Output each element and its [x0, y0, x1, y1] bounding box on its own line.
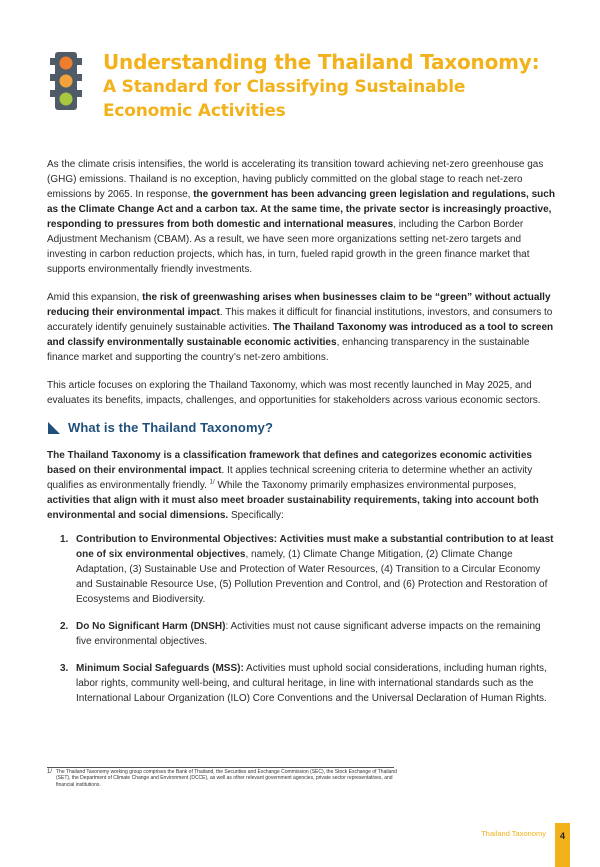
p1-text-c: , including the Carbon Border Adjustment Mechanism (CBAM). As a result, we have seen more organizations setting net-zero targets and investing in carbon reduction projects, which has, in turn, fueled rapid growth in the green finance market that supports environmentally friendly investments. — [47, 219, 530, 275]
criterion-title: Contribution to Environmental Objectives: Activities must make a substantial contribution to at least one of six environmental objectives — [76, 534, 554, 560]
list-item — [60, 661, 557, 706]
title-line-1: Understanding the Thailand Taxonomy: — [103, 50, 540, 74]
criteria-list — [60, 532, 557, 718]
intro-paragraph-1 — [47, 157, 555, 277]
p1-text-a: As the climate crisis intensifies, the world is accelerating its transition toward achieving net-zero greenhouse gas (GHG) emissions. Thailand is no exception, having publicly committed on the global stage to reach net-zero emissions by 2065. In response, — [47, 159, 544, 200]
p2-bold-2: The Thailand Taxonomy was introduced as a tool to screen and classify environmentally sustainable economic activities — [47, 322, 554, 348]
footnote-mark: 1/ — [47, 769, 53, 775]
section-title: What is the Thailand Taxonomy? — [68, 420, 273, 435]
intro-paragraph-2 — [47, 290, 555, 365]
footnote-reference[interactable]: 1/ — [209, 479, 215, 486]
list-number: 2. — [60, 621, 69, 632]
page-number-tab — [555, 823, 570, 867]
intro-section — [47, 157, 555, 421]
definition-bold-1: The Thailand Taxonomy is a classification framework that defines and categorizes economic activities based on their environmental impact — [47, 450, 532, 476]
definition-paragraph — [47, 448, 555, 523]
list-number: 3. — [60, 663, 69, 674]
criterion-text: , namely, (1) Climate Change Mitigation, (2) Climate Change Adaptation, (3) Sustainable Use and Protection of Water Resources, (4) Transition to a Circular Economy and Sustainable Resource Use, (5) Pollution Prevention and Control, and (6) Protection and Restoration of Ecosystems and Biodiversity. — [76, 549, 548, 605]
footer-label: Thailand Taxonomy — [481, 829, 546, 838]
section-heading — [48, 420, 273, 435]
definition-text-e: Specifically: — [228, 510, 284, 521]
list-item — [60, 619, 557, 649]
p2-text-c: . This makes it difficult for financial institutions, investors, and consumers to accurately identify genuinely sustainable activities. — [47, 307, 553, 333]
list-item — [60, 532, 557, 607]
definition-bold-2: activities that align with it must also meet broader sustainability requirements, taking into account both environmental and social dimensions. — [47, 495, 539, 521]
p2-text-a: Amid this expansion, — [47, 292, 143, 303]
criterion-text: Activities must uphold social considerations, including human rights, labor rights, community well-being, and cultural heritage, in line with international standards such as the International Labour Organization (ILO) Core Conventions and the Universal Declaration of Human Rights. — [76, 663, 547, 704]
footnote-divider — [47, 767, 394, 768]
p2-text-e: , enhancing transparency in the sustainable finance market and supporting the country’s net-zero ambitions. — [47, 337, 530, 363]
footnote — [47, 769, 407, 788]
footnote-text: The Thailand Taxonomy working group comprises the Bank of Thailand, the Securities and Exchange Commission (SEC), the Stock Exchange of Thailand (SET), the Department of Climate Change and Environment (DCCE), as well as other relevant government agencies, private sector representatives, and financial institutions. — [56, 769, 397, 788]
title-block — [50, 50, 560, 135]
list-number: 1. — [60, 534, 69, 545]
intro-paragraph-3: This article focuses on exploring the Thailand Taxonomy, which was most recently launched in May 2025, and evaluates its benefits, impacts, challenges, and opportunities for stakeholders across various economic sectors. — [47, 380, 541, 406]
criterion-title: Minimum Social Safeguards (MSS): — [76, 663, 244, 674]
page-title — [103, 50, 563, 123]
page-number: 4 — [559, 831, 565, 841]
title-line-2: A Standard for Classifying Sustainable — [103, 77, 466, 97]
p2-bold-1: the risk of greenwashing arises when businesses claim to be “green” without actually reducing their environmental impact — [47, 292, 551, 318]
title-line-3: Economic Activities — [103, 101, 286, 121]
criterion-title: Do No Significant Harm (DNSH) — [76, 621, 226, 632]
traffic-light-icon — [50, 52, 82, 110]
triangle-bullet-icon — [48, 422, 60, 434]
p1-bold: the government has been advancing green legislation and regulations, such as the Climate Change Act and a carbon tax. At the same time, the private sector is increasingly proactive, responding to pressures from both domestic and international measures — [47, 189, 555, 230]
criterion-text: : Activities must not cause significant adverse impacts on the remaining five environmental objectives. — [76, 621, 541, 647]
definition-text-c: While the Taxonomy primarily emphasizes environmental purposes, — [214, 480, 517, 491]
definition-text-b: . It applies technical screening criteria to determine whether an activity qualifies as environmentally friendly. — [47, 465, 533, 491]
